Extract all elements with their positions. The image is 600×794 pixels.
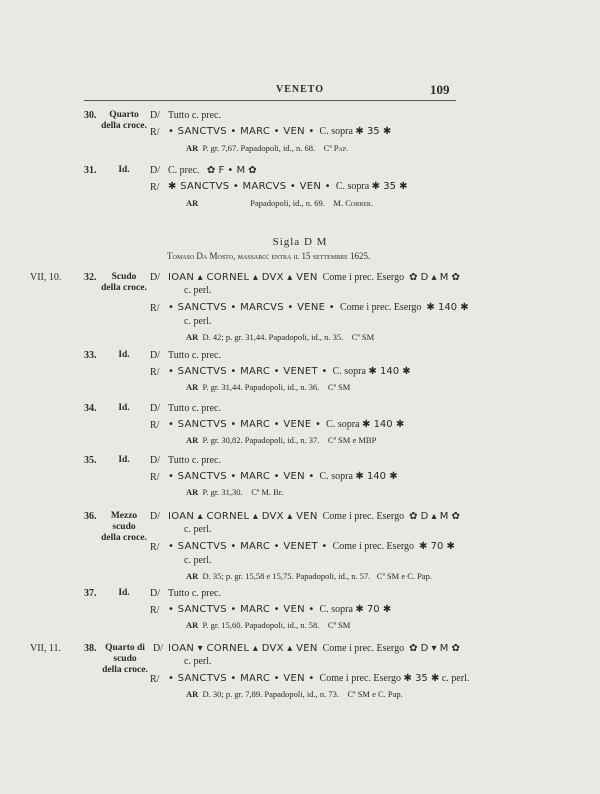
silver-mark: AR — [186, 487, 199, 497]
entry-number: 38. — [84, 643, 97, 654]
obverse-border: c. perl. — [184, 656, 212, 667]
obverse-description: Tutto c. prec. — [168, 350, 221, 361]
obverse-description: Tutto c. prec. — [168, 110, 221, 121]
plate-reference: VII, 10. — [30, 272, 62, 283]
obverse-description: Tutto c. prec. — [168, 588, 221, 599]
collection-text: Cª SM — [327, 620, 351, 630]
reverse-mark: R/ — [150, 674, 160, 685]
entry-denomination: Quarto della croce. — [101, 110, 147, 131]
collection-text: Cª SM e C. Pap. — [376, 571, 433, 581]
obverse-mark: D/ — [150, 588, 160, 599]
entry-denomination: Mezzo scudo della croce. — [101, 511, 147, 543]
massaro-line: Tomaso Da Mosto, massaro: entra il 15 settembre 1625. — [167, 251, 371, 261]
reference-text: Papadopoli, id., n. 69. — [250, 198, 325, 208]
collection-text: Cª SM — [327, 382, 351, 392]
entry-denomination: Id. — [118, 455, 130, 465]
silver-mark: AR — [186, 571, 199, 581]
reverse-exergue: ✱ 70 ✱ — [355, 604, 392, 615]
obverse-mark: D/ — [150, 511, 160, 522]
reverse-border: c. perl. — [441, 673, 470, 684]
entry-number: 33. — [84, 350, 97, 361]
obverse-description: C. prec. — [168, 165, 200, 176]
reverse-legend: • SANCTVS • MARC • VENET • — [168, 541, 328, 552]
reference-text: P. gr. 30,82. Papadopoli, id., n. 37. — [202, 435, 320, 445]
reference-text: P. gr. 15,60. Papadopoli, id., n. 58. — [202, 620, 320, 630]
entry-denomination: Id. — [118, 403, 130, 413]
obverse-legend: IOAN ▴ CORNEL ▴ DVX ▴ VEN — [168, 272, 318, 283]
page-number: 109 — [430, 82, 450, 97]
reverse-note: C. sopra — [319, 126, 353, 137]
collection-text: M. Correr. — [333, 198, 373, 208]
silver-mark: AR — [186, 620, 199, 630]
obverse-note: Come i prec. Esergo — [322, 643, 405, 654]
obverse-legend: IOAN ▴ CORNEL ▴ DVX ▴ VEN — [168, 511, 318, 522]
obverse-mark: D/ — [150, 165, 160, 176]
reverse-border: c. perl. — [184, 316, 212, 327]
entry-denomination: Id. — [118, 165, 130, 175]
reverse-exergue: ✱ 140 ✱ — [362, 419, 405, 430]
silver-mark: AR — [186, 143, 199, 153]
obverse-exergue: ✿ D ▴ M ✿ — [409, 511, 460, 522]
reverse-mark: R/ — [150, 127, 160, 138]
reverse-mark: R/ — [150, 420, 160, 431]
running-header: VENETO — [275, 84, 325, 95]
reverse-exergue: ✱ 140 ✱ — [426, 302, 469, 313]
reverse-legend: • SANCTVS • MARC • VEN • — [168, 604, 315, 615]
collection-text: Cª SM e C. Pap. — [347, 689, 403, 699]
reverse-note: Come i prec. Esergo — [339, 302, 422, 313]
reverse-exergue: ✱ 35 ✱ — [355, 126, 392, 137]
reference-text: P. gr. 7,67. Papadopoli, id., n. 68. — [202, 143, 316, 153]
obverse-border: c. perl. — [184, 285, 212, 296]
obverse-exergue: ✿ D ▾ M ✿ — [409, 643, 460, 654]
silver-mark: AR — [186, 198, 199, 208]
obverse-description: Tutto c. prec. — [168, 403, 221, 414]
reverse-border: c. perl. — [184, 555, 212, 566]
sigla-heading: Sigla D M — [272, 236, 328, 248]
reverse-exergue: ✱ 140 ✱ — [368, 366, 411, 377]
reverse-mark: R/ — [150, 472, 160, 483]
silver-mark: AR — [186, 689, 199, 699]
reference-text: D. 35; p. gr. 15,58 e 15,75. Papadopoli, id., n. 57. — [202, 571, 371, 581]
reverse-legend: • SANCTVS • MARC • VEN • — [168, 673, 315, 684]
reverse-note: Come i prec. Esergo — [319, 673, 402, 684]
reverse-mark: R/ — [150, 303, 160, 314]
reverse-mark: R/ — [150, 182, 160, 193]
reference-text: P. gr. 31,30. — [202, 487, 243, 497]
obverse-exergue: ✿ D ▴ M ✿ — [409, 272, 460, 283]
reverse-exergue: ✱ 140 ✱ — [355, 471, 398, 482]
obverse-description: Tutto c. prec. — [168, 455, 221, 466]
entry-denomination: Id. — [118, 350, 130, 360]
reverse-legend: • SANCTVS • MARC • VENET • — [168, 366, 328, 377]
obverse-border: c. perl. — [184, 524, 212, 535]
reverse-note: C. sopra — [332, 366, 366, 377]
obverse-note: Come i prec. Esergo — [322, 511, 405, 522]
reference-text: D. 30; p. gr. 7,89. Papadopoli, id., n. 73. — [202, 689, 340, 699]
reverse-legend: • SANCTVS • MARC • VEN • — [168, 126, 315, 137]
entry-denomination: Scudo della croce. — [101, 272, 147, 293]
obverse-mark: D/ — [150, 350, 160, 361]
reverse-exergue: ✱ 35 ✱ — [403, 673, 440, 684]
collection-text: Cª M. Br. — [251, 487, 284, 497]
reverse-legend: • SANCTVS • MARC • VEN • — [168, 471, 315, 482]
entry-number: 31. — [84, 165, 97, 176]
reverse-note: C. sopra — [319, 471, 353, 482]
entry-number: 32. — [84, 272, 97, 283]
silver-mark: AR — [186, 435, 199, 445]
reverse-legend: • SANCTVS • MARCVS • VENE • — [168, 302, 335, 313]
reverse-exergue: ✱ 35 ✱ — [371, 181, 408, 192]
reverse-mark: R/ — [150, 367, 160, 378]
obverse-mark: D/ — [153, 643, 163, 654]
obverse-note: Come i prec. Esergo — [322, 272, 405, 283]
collection-text: Cª SM e MBP — [327, 435, 377, 445]
obverse-mark: D/ — [150, 403, 160, 414]
reference-text: P. gr. 31,44. Papadopoli, id., n. 36. — [202, 382, 320, 392]
entry-number: 30. — [84, 110, 97, 121]
entry-number: 37. — [84, 588, 97, 599]
entry-number: 36. — [84, 511, 97, 522]
collection-text: Cª Pap. — [323, 143, 349, 153]
silver-mark: AR — [186, 382, 199, 392]
reverse-note: Come i prec. Esergo — [332, 541, 415, 552]
entry-number: 34. — [84, 403, 97, 414]
entry-denomination: Id. — [118, 588, 130, 598]
plate-reference: VII, 11. — [30, 643, 62, 654]
entry-denomination: Quarto di scudo della croce. — [102, 643, 148, 675]
obverse-mark: D/ — [150, 110, 160, 121]
reverse-note: C. sopra — [326, 419, 360, 430]
reverse-legend: • SANCTVS • MARC • VENE • — [168, 419, 322, 430]
obverse-exergue: ✿ F • M ✿ — [206, 165, 257, 176]
silver-mark: AR — [186, 332, 199, 342]
reference-text: D. 42; p. gr. 31,44. Papadopoli, id., n. 35. — [202, 332, 344, 342]
entry-number: 35. — [84, 455, 97, 466]
header-rule — [84, 100, 456, 101]
obverse-mark: D/ — [150, 272, 160, 283]
obverse-mark: D/ — [150, 455, 160, 466]
reverse-mark: R/ — [150, 605, 160, 616]
reverse-exergue: ✱ 70 ✱ — [419, 541, 455, 552]
reverse-note: C. sopra — [335, 181, 370, 192]
reverse-mark: R/ — [150, 542, 160, 553]
collection-text: Cª SM — [351, 332, 375, 342]
reverse-legend: ✱ SANCTVS • MARCVS • VEN • — [168, 181, 331, 192]
obverse-legend: IOAN ▾ CORNEL ▴ DVX ▴ VEN — [168, 643, 318, 654]
reverse-note: C. sopra — [319, 604, 353, 615]
